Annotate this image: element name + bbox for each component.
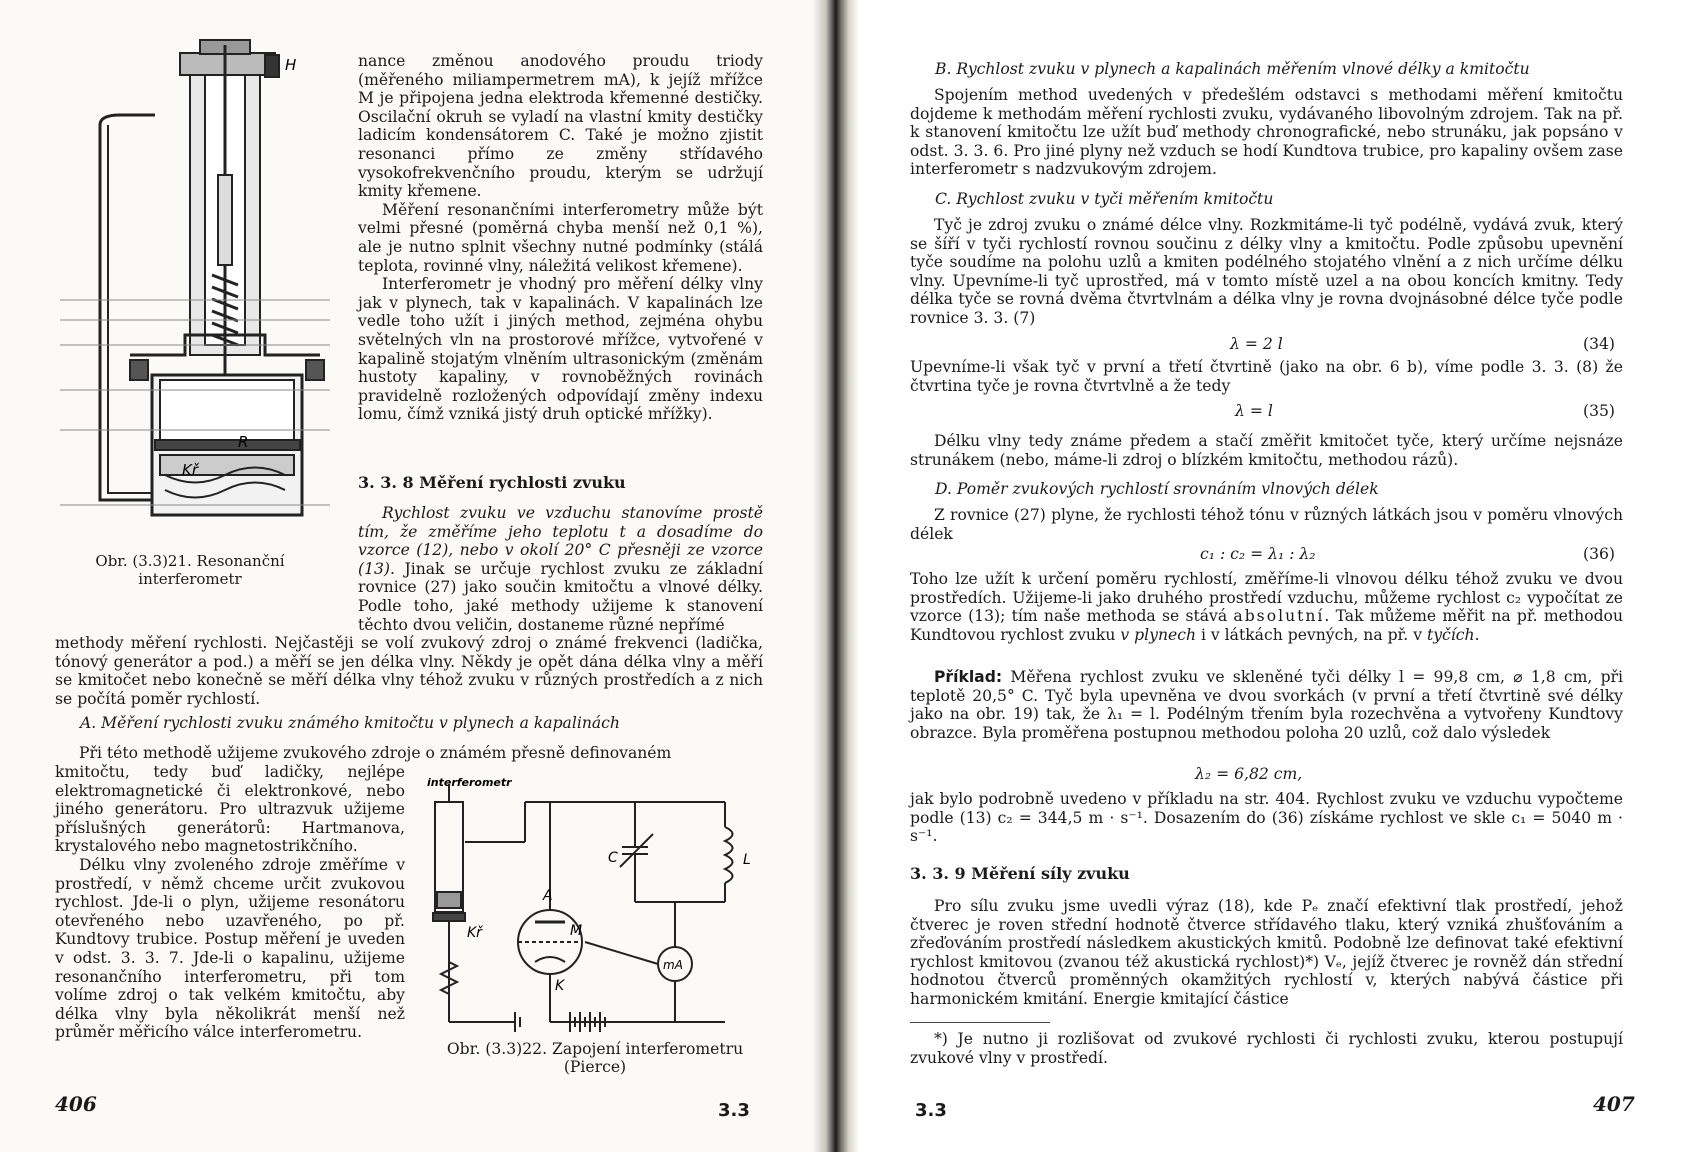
spaced-word: absolutní xyxy=(1233,607,1325,626)
text-run: Jinak se určuje rychlost zvuku ze základní rovnice (27) jako součin kmitočtu a vlnové délky. Podle toho, jaké methody užijeme k stanovení těchto dvou veličin, dostaneme různé nepřímé xyxy=(358,559,763,634)
italic-run: tyčích xyxy=(1426,625,1475,644)
fig21-label-r: R xyxy=(238,433,249,451)
paragraph-c3: Délku vlny tedy známe předem a stačí změřit kmitočet tyče, který určíme nejsnáze strunákem (nebo, máme-li zdroj o blízkém kmitočtu, methodou rázů). xyxy=(910,432,1623,469)
text-run: . Tak můžeme měřit na př. methodou Kundtovou rychlost zvuku xyxy=(910,607,1623,644)
example-label: Příklad: xyxy=(934,668,1003,686)
fig21-caption: Obr. (3.3)21. Resonanční interferometr xyxy=(95,552,285,588)
equation-35: λ = l xyxy=(1235,402,1273,420)
paragraph: nance změnou anodového proudu triody (měřeného miliampermetrem mA), k jejíž mřížce M je připojena jedna elektroda křemenné destičky. Oscilační okruh se vyladí na vlastní kmity destičky ladicím kondensátorem C. Také je možno zjistit resonanci přímo ze změny střídavého vysokofrekvenčního proudu, kterým se udržují kmity křemene. xyxy=(358,52,763,201)
equation-34: λ = 2 l xyxy=(1230,335,1283,353)
section-heading-3-3-9: 3. 3. 9 Měření síly zvuku xyxy=(910,864,1130,883)
fig22-label-c: C xyxy=(608,850,618,866)
italic-lead: Rychlost zvuku ve vzduchu stanovíme prostě tím, že změříme jeho teplotu t a dosadíme do vzorce (12), nebo v okolí 20° C přesněji ze vzorce (13). xyxy=(358,504,763,578)
running-head-right: 3.3 xyxy=(915,1100,947,1121)
fig22-caption: Obr. (3.3)22. Zapojení interferometru (Pierce) xyxy=(446,1040,744,1076)
section-heading-3-3-8: 3. 3. 8 Měření rychlosti zvuku xyxy=(358,473,626,492)
fig21-label-kr: Kř xyxy=(182,461,199,479)
subheading-a: A. Měření rychlosti zvuku známého kmitočtu v plynech a kapalinách xyxy=(80,714,620,732)
figure-resonance-interferometer xyxy=(60,35,330,545)
equation-34-number: (34) xyxy=(1583,335,1616,353)
italic-run: v plynech xyxy=(1120,625,1196,644)
paragraph-a-first-line: Při této methodě užijeme zvukového zdroje o známém přesně definovaném xyxy=(79,744,672,762)
paragraph-example-2: jak bylo podrobně uvedeno v příkladu na str. 404. Rychlost zvuku ve vzduchu vypočteme podle (13) c₂ = 344,5 m · s⁻¹. Dosazením do (36) získáme rychlost ve skle c₁ = 5040 m · s⁻¹. xyxy=(910,790,1623,846)
running-head-left: 3.3 xyxy=(718,1100,750,1121)
section-text-narrow xyxy=(358,504,763,634)
paragraph-a-narrow xyxy=(55,763,405,1042)
paragraph-c2: Upevníme-li však tyč v první a třetí čtvrtině (jako na obr. 6 b), víme podle 3. 3. (8) že čtvrtina tyče je rovna čtvrtvlně a že tedy xyxy=(910,358,1623,395)
paragraph-b: Spojením method uvedených v předešlém odstavci s methodami měření kmitočtu dojdeme k methodám měření rychlosti zvuku, vydávaného libovolným zdrojem. Tak na př. k stanovení kmitočtu lze užít buď methody chronografické, nebo strunáku, jak popsáno v odst. 3. 3. 6. Pro jiné plyny než vzduch se hodí Kundtova trubice, pro kapaliny ovšem zase interferometr s nadzvukovým zdrojem. xyxy=(910,86,1623,179)
fig22-label-l: L xyxy=(743,852,751,868)
equation-36-number: (36) xyxy=(1583,545,1616,563)
paragraph-c1: Tyč je zdroj zvuku o známé délce vlny. Rozkmitáme-li tyč podélně, vydává zvuk, který se šíří v tyči rychlostí rovnou součinu z délky vlny a kmitočtu. Podle způsobu upevnění tyče soudíme na polohu uzlů a kmiten podélného stojatého vlnění a z nich určíme délku vlny. Upevníme-li tyč uprostřed, má v tomto místě uzel a na obou koncích kmitny. Tedy délka tyče se rovná dvěma čtvrtvlnám a délka vlny je rovna dvojnásobné délce tyče podle rovnice 3. 3. (7) xyxy=(910,216,1623,327)
fig22-label-k: K xyxy=(555,978,565,994)
fig21-label-h: H xyxy=(285,56,297,74)
fig22-title: interferometr xyxy=(427,776,512,789)
fig22-label-ma: mA xyxy=(663,958,683,972)
figure-pierce-circuit xyxy=(425,772,770,1047)
section-text-wide: methody měření rychlosti. Nejčastěji se volí zvukový zdroj o známé frekvenci (ladička, tónový generátor a pod.) a měří se jen délka vlny. Někdy je opět dána délka vlny a měří se kmitočet nebo konečně se měří délka vlny téhož zvuku v různých prostředích a z nich se počítá poměr rychlostí. xyxy=(55,634,763,708)
left-page xyxy=(0,0,835,1152)
paragraph-sound-intensity: Pro sílu zvuku jsme uvedli výraz (18), kde Pₑ značí efektivní tlak prostředí, jehož čtverec je roven střední hodnotě čtverce střídavého tlaku, který vzniká zhušťováním a zřeďováním prostředí následkem akustických kmitů. Podobně lze definovat také efektivní rychlost kmitovou (zvanou též akustická rychlost)*) Vₑ, jejíž čtverec je rovněž dán střední hodnotou čtverců proměnných okamžitých rychlostí v, kterých nabývá částice při harmonickém kmitání. Energie kmitající částice xyxy=(910,897,1623,1008)
text-run: i v látkách pevných, na př. v xyxy=(1200,625,1423,644)
paragraph: kmitočtu, tedy buď ladičky, nejlépe elektromagnetické či elektronkové, nebo jiného generátoru. Pro ultrazvuk užijeme příslušných generátorů: Hartmanova, krystalového nebo magnetostrikčního. xyxy=(55,763,405,856)
right-page xyxy=(835,0,1683,1152)
paragraph: Měření resonančními interferometry může být velmi přesné (poměrná chyba menší než 0,1 %), ale je nutno splnit všechny nutné podmínky (stálá teplota, rovinné vlny, náležitá velikost křemene). xyxy=(358,200,763,275)
subheading-d: D. Poměr zvukových rychlostí srovnáním vlnových délek xyxy=(935,480,1379,498)
paragraph-d1: Z rovnice (27) plyne, že rychlosti téhož tónu v různých látkách jsou v poměru vlnových délek xyxy=(910,506,1623,543)
text-run: Měřena rychlost zvuku ve skleněné tyči délky l = 99,8 cm, ⌀ 1,8 cm, při teplotě 20,5° C. Tyč byla upevněna ve dvou svorkách (v první a třetí čtvrtině své délky jako na obr. 19) tak, že λ₁ = l. Podélným třením byla rozechvěna a vytvořeny Kundtovy obrazce. Byla proměřena postupnou methodou poloha 20 uzlů, což dalo výsledek xyxy=(910,668,1623,742)
fig22-label-kr: Kř xyxy=(467,925,482,941)
text-run: . xyxy=(1474,625,1480,644)
equation-example: λ₂ = 6,82 cm, xyxy=(1195,765,1303,783)
paragraph-d2 xyxy=(910,570,1623,644)
example-paragraph xyxy=(910,668,1623,742)
footnote-rule xyxy=(910,1022,1050,1023)
subheading-b: B. Rychlost zvuku v plynech a kapalinách měřením vlnové délky a kmitočtu xyxy=(935,60,1530,78)
left-column-text xyxy=(358,52,763,424)
footnote: *) Je nutno ji rozlišovat od zvukové rychlosti či rychlosti zvuku, kterou postupují zvukové vlny v prostředí. xyxy=(910,1030,1623,1067)
fig22-label-m: M xyxy=(570,923,583,939)
subheading-c: C. Rychlost zvuku v tyči měřením kmitočtu xyxy=(935,190,1274,208)
fig22-label-a: A xyxy=(543,888,553,904)
equation-35-number: (35) xyxy=(1583,402,1616,420)
equation-36: c₁ : c₂ = λ₁ : λ₂ xyxy=(1200,545,1316,563)
text-run: Toho lze užít k určení poměru rychlostí, změříme-li vlnovou délku téhož zvuku ve dvou prostředích. Užijeme-li jako druhého prostředí vzduchu, můžeme rychlost c₂ vypočítat ze vzorce (13); tím naše methoda se stává xyxy=(910,570,1623,626)
paragraph: Interferometr je vhodný pro měření délky vlny jak v plynech, tak v kapalinách. V kapalinách lze vedle toho užít i jiných method, zejména ohybu světelných vln na prostorové mřížce, vytvořené v kapalině stojatým vlněním ultrasonickým (změnám hustoty kapaliny, v rovnoběžných rovinách pravidelně rozložených odpovídají změny indexu lomu, čímž vzniká jistý druh optické mřížky). xyxy=(358,275,763,424)
page-number-left: 406 xyxy=(55,1092,97,1116)
paragraph: Délku vlny zvoleného zdroje změříme v prostředí, v němž chceme určit zvukovou rychlost. Jde-li o plyn, užijeme resonátoru otevřeného nebo uzavřeného, po př. Kundtovy trubice. Postup měření je uveden v odst. 3. 3. 7. Jde-li o kapalinu, užijeme resonančního interferometru, při tom volíme zdroj o tak velkém kmitočtu, aby délka vlny byla několikrát menší než průměr měřicího válce interferometru. xyxy=(55,855,405,1042)
page-number-right: 407 xyxy=(1593,1092,1635,1116)
